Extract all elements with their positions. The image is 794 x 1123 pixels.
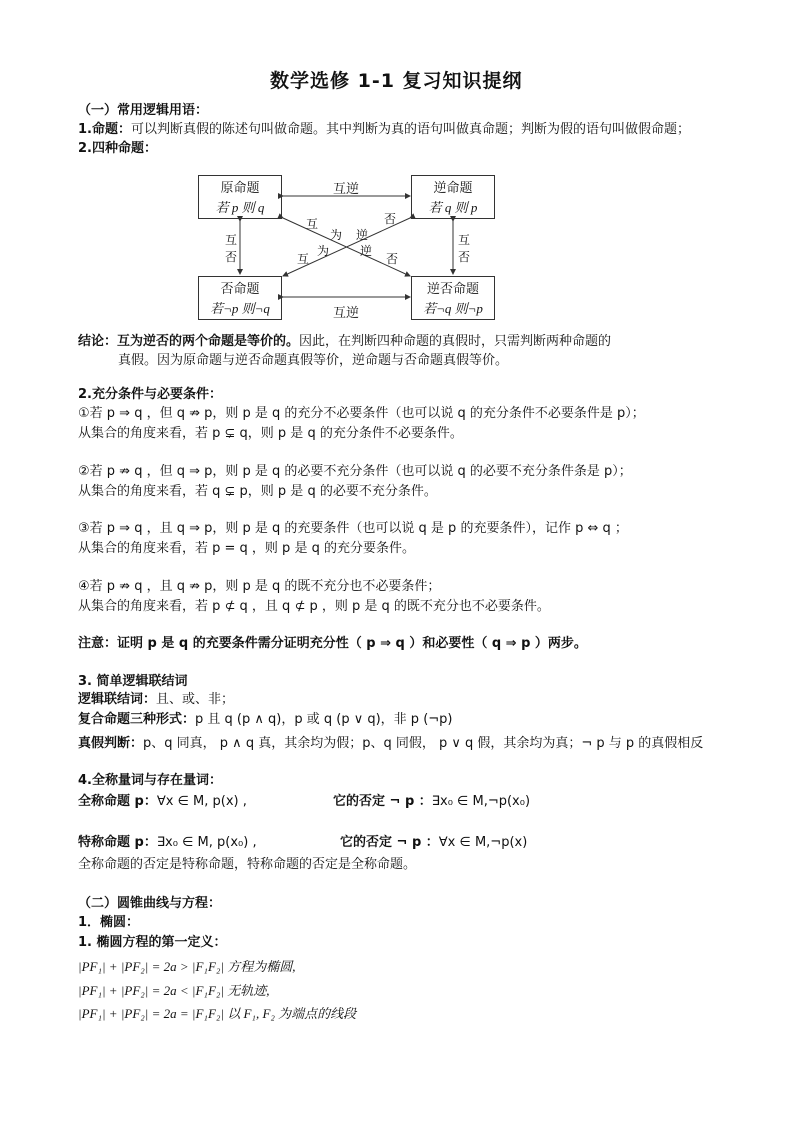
connectives-text: 且、或、非； — [156, 692, 235, 707]
four-propositions-label: 2.四种命题： — [78, 141, 157, 156]
diag-label-7: 逆 — [360, 244, 373, 258]
diag-label-6: 为 — [317, 244, 330, 258]
top-relation-label: 互逆 — [333, 182, 360, 197]
compound-line — [78, 711, 452, 729]
truth-label: 真假判断： — [78, 736, 144, 751]
diag-label-8: 否 — [386, 252, 399, 266]
condition-3a: ③若 p ⇒ q ，且 q ⇒ p，则 p 是 q 的充要条件（也可以说 q 是 p 的充要条件），记作 p ⇔ q ； — [78, 521, 628, 536]
compound-text: p 且 q (p ∧ q)，p 或 q (p ∨ q)，非 p (¬p) — [195, 712, 453, 727]
universal-line — [78, 793, 247, 811]
condition-3b: 从集合的角度来看，若 p = q ，则 p 是 q 的充分要条件。 — [78, 541, 415, 556]
diag-label-1: 互 — [306, 217, 319, 231]
conditions-heading: 2.充分条件与必要条件： — [78, 387, 222, 402]
proposition-text: 可以判断真假的陈述句叫做命题。其中判断为真的语句叫做真命题；判断为假的语句叫做假命题； — [130, 122, 690, 137]
contrapositive-proposition-box — [411, 276, 495, 320]
ellipse-equation-3: |PF₁| + |PF₂| = 2a = |F₁F₂| 以 F₁, F₂ 为端点的线段 — [78, 1006, 357, 1021]
existential-negation-text: ∀x ∈ M,¬p(x) — [438, 835, 528, 850]
truth-text: p、q 同真， p ∧ q 真，其余均为假；p、q 同假， p ∨ q 假，其余均为真；¬ p 与 p 的真假相反 — [143, 736, 704, 751]
condition-4a: ④若 p ⇏ q ，且 q ⇏ p，则 p 是 q 的既不充分也不必要条件； — [78, 579, 441, 594]
universal-negation-text: ∃x₀ ∈ M,¬p(x₀) — [431, 794, 531, 809]
existential-negation-label: 它的否定 ¬ p ： — [340, 835, 439, 850]
conclusion-label: 结论： — [78, 334, 118, 349]
condition-4b: 从集合的角度来看，若 p ⊄ q ，且 q ⊄ p ，则 p 是 q 的既不充分也不必要条件。 — [78, 599, 550, 614]
conclusion-rest-1: 因此，在判断四种命题的真假时，只需判断两种命题的 — [299, 334, 612, 349]
conic-section-heading: （二）圆锥曲线与方程： — [78, 896, 222, 911]
existential-line — [78, 834, 257, 852]
page-title: 数学选修 1-1 复习知识提纲 — [270, 70, 523, 92]
right-relation-a: 互 — [458, 233, 471, 247]
universal-text: ∀x ∈ M, p(x) , — [156, 794, 247, 809]
contrapositive-proposition-title: 逆否命题 — [426, 282, 479, 297]
negation-proposition-body: 若¬p 则¬q — [210, 301, 270, 316]
connectives-line — [78, 691, 234, 709]
conclusion-line-2: 真假。因为原命题与逆否命题真假等价，逆命题与否命题真假等价。 — [118, 353, 509, 368]
left-relation-a: 互 — [225, 233, 238, 247]
condition-2b: 从集合的角度来看，若 q ⊊ p，则 p 是 q 的必要不充分条件。 — [78, 484, 437, 499]
negation-proposition-title: 否命题 — [220, 282, 260, 297]
left-relation-b: 否 — [225, 250, 238, 264]
bottom-relation-label: 互逆 — [333, 306, 360, 321]
connectives-label: 逻辑联结词： — [78, 692, 157, 707]
universal-negation-line — [333, 793, 530, 811]
quantifier-heading: 4.全称量词与存在量词： — [78, 773, 222, 788]
proposition-label: 1.命题： — [78, 122, 131, 137]
diag-label-3: 逆 — [356, 228, 369, 242]
original-proposition-title: 原命题 — [220, 181, 260, 196]
inverse-proposition-title: 逆命题 — [433, 181, 473, 196]
ellipse-heading: 1．椭圆： — [78, 915, 140, 930]
compound-label: 复合命题三种形式： — [78, 712, 196, 727]
diag-label-2: 为 — [330, 228, 343, 242]
universal-label: 全称命题 p： — [78, 794, 157, 809]
universal-negation-label: 它的否定 ¬ p ： — [333, 794, 432, 809]
contrapositive-proposition-body: 若¬q 则¬p — [423, 301, 483, 316]
logic-heading: 3. 简单逻辑联结词 — [78, 674, 188, 689]
original-proposition-body: 若 p 则 q — [215, 200, 265, 215]
condition-1a: ①若 p ⇒ q ，但 q ⇏ p，则 p 是 q 的充分不必要条件（也可以说 q 的充分条件不必要条件是 p）； — [78, 406, 645, 421]
diag-label-5: 互 — [297, 252, 310, 266]
inverse-proposition-box — [411, 175, 495, 219]
truth-line — [78, 735, 703, 753]
ellipse-equation-1: |PF₁| + |PF₂| = 2a > |F₁F₂| 方程为椭圆, — [78, 959, 296, 974]
inverse-proposition-body: 若 q 则 p — [428, 200, 478, 215]
right-relation-b: 否 — [458, 250, 471, 264]
original-proposition-box — [198, 175, 282, 219]
section-heading: （一）常用逻辑用语： — [78, 103, 209, 118]
condition-1b: 从集合的角度来看，若 p ⊊ q，则 p 是 q 的充分条件不必要条件。 — [78, 426, 463, 441]
ellipse-definition-heading: 1. 椭圆方程的第一定义： — [78, 935, 227, 950]
existential-negation-line — [340, 834, 527, 852]
existential-text: ∃x₀ ∈ M, p(x₀) , — [156, 835, 257, 850]
negation-proposition-box — [198, 276, 282, 320]
existential-label: 特称命题 p： — [78, 835, 157, 850]
diag-label-4: 否 — [384, 212, 397, 226]
diagram-arrows — [0, 0, 794, 340]
conclusion-bold: 互为逆否的两个命题是等价的。 — [117, 334, 300, 349]
quantifier-summary: 全称命题的否定是特称命题，特称命题的否定是全称命题。 — [78, 857, 417, 872]
conclusion-line-1 — [78, 333, 611, 351]
conditions-note: 注意：证明 p 是 q 的充要条件需分证明充分性（ p ⇒ q ）和必要性（ q ⇒ p ）两步。 — [78, 636, 587, 651]
ellipse-equation-2: |PF₁| + |PF₂| = 2a < |F₁F₂| 无轨迹, — [78, 983, 270, 998]
condition-2a: ②若 p ⇏ q ，但 q ⇒ p，则 p 是 q 的必要不充分条件（也可以说 q 的必要不充分条件条是 p）； — [78, 464, 632, 479]
